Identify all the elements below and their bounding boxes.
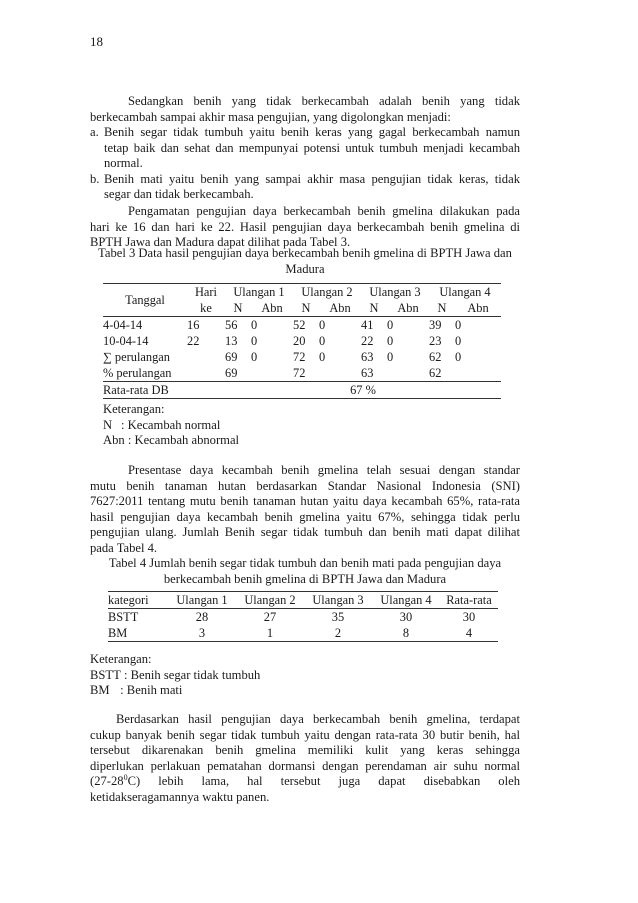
header-ulangan-3: Ulangan 3 <box>312 593 364 607</box>
cell: 3 <box>198 626 206 640</box>
cell: 72 <box>293 366 306 380</box>
cell-hari <box>187 365 225 382</box>
table-header-row <box>108 592 498 609</box>
header-kategori: kategori <box>108 593 149 607</box>
cell: 0 <box>319 318 326 332</box>
note-item <box>90 668 470 684</box>
header-ulangan-3: Ulangan 3 <box>369 285 421 299</box>
text-line: tersebut dikarenakan benih gmelina memiliki kulit yang keras sehingga <box>90 743 520 758</box>
cell: 69 <box>225 366 238 380</box>
header-ulangan-2: Ulangan 2 <box>244 593 296 607</box>
note-item <box>103 418 483 434</box>
header-ke: ke <box>200 301 212 315</box>
paragraph-3 <box>90 463 520 557</box>
cell: 0 <box>387 350 394 364</box>
header-ulangan-4: Ulangan 4 <box>380 593 432 607</box>
note-key: Abn <box>103 433 125 448</box>
caption-line: Tabel 3 Data hasil pengujian daya berkecambah benih gmelina di BPTH Jawa dan <box>98 246 512 260</box>
cell-hari <box>187 349 225 365</box>
cell: 2 <box>334 626 342 640</box>
list-marker: a. <box>90 125 99 139</box>
table3-notes <box>103 402 483 449</box>
note-sep: : <box>124 433 135 448</box>
text-line: 7627:2011 tentang mutu benih tanaman hutan yaitu daya kecambah 65%, rata-rata <box>90 494 520 509</box>
table-row <box>103 365 501 382</box>
subheader-n: N <box>233 301 243 315</box>
row-label: 4-04-14 <box>103 318 143 332</box>
note-key: N <box>103 417 113 432</box>
temp-superscript: 0 <box>123 773 128 783</box>
rata-rata-value: 67 % <box>350 383 376 397</box>
page-number: 18 <box>90 34 103 49</box>
cell: 63 <box>361 350 374 364</box>
header-ulangan-2: Ulangan 2 <box>301 285 353 299</box>
text-line: cukup banyak benih segar tidak tumbuh yaitu dengan rata-rata 30 butir benih, hal <box>90 727 520 742</box>
cell: 0 <box>251 318 258 332</box>
cell: 0 <box>319 334 326 348</box>
subheader-abn: Abn <box>467 301 489 315</box>
subheader-n: N <box>301 301 311 315</box>
notes-title: Keterangan: <box>90 652 152 666</box>
subheader-abn: Abn <box>261 301 283 315</box>
intro-paragraph <box>90 94 520 125</box>
cell: 27 <box>263 610 277 624</box>
cell: 0 <box>251 334 258 348</box>
temp-text-cont: C) lebih lama, hal tersebut juga dapat disebabkan oleh <box>127 774 520 789</box>
subheader-n: N <box>369 301 379 315</box>
text-line: berkecambah sampai akhir masa pengujian, yang digolongkan menjadi: <box>90 109 451 124</box>
cell: 28 <box>195 610 209 624</box>
cell <box>251 365 293 382</box>
cell: 63 <box>361 366 374 380</box>
cell: 0 <box>387 334 394 348</box>
rata-rata-label: Rata-rata DB <box>103 383 169 397</box>
classification-list <box>90 125 520 203</box>
text-line: hari ke 16 dan hari ke 22. Hasil pengujian daya berkecambah benih gmelina di <box>90 219 520 234</box>
table-row <box>108 625 498 642</box>
notes-title: Keterangan: <box>103 402 165 416</box>
cell: 72 <box>293 350 306 364</box>
note-key: BSTT <box>90 667 121 682</box>
text-line: diperlukan perlakuan pematahan dormansi dengan perendaman air suhu normal <box>90 758 520 773</box>
table-row <box>103 333 501 349</box>
note-key: BM <box>90 683 110 698</box>
table-row <box>103 317 501 334</box>
text-line: pada Tabel 4. <box>90 540 158 555</box>
table3-caption <box>90 246 520 277</box>
note-text: Benih segar tidak tumbuh <box>130 667 261 682</box>
table-row <box>103 349 501 365</box>
temp-text: (27-28 <box>90 774 124 789</box>
header-ulangan-1: Ulangan 1 <box>176 593 228 607</box>
cell-hari: 16 <box>187 318 200 332</box>
cell: 0 <box>251 350 258 364</box>
note-text: Benih mati <box>126 683 183 698</box>
list-marker: b. <box>90 171 100 186</box>
cell: 35 <box>331 610 345 624</box>
text-line: hasil pengujian daya kecambah benih gmelina yaitu 67%, sehingga tidak perlu <box>90 509 520 524</box>
list-item <box>90 172 520 203</box>
note-sep: : <box>120 667 131 682</box>
subheader-n: N <box>437 301 447 315</box>
caption-line: berkecambah benih gmelina di BPTH Jawa dan Madura <box>163 571 447 586</box>
caption-line: Tabel 4 Jumlah benih segar tidak tumbuh dan benih mati pada pengujian daya <box>108 556 502 570</box>
table-header-row <box>103 284 501 301</box>
header-ulangan-1: Ulangan 1 <box>233 285 285 299</box>
text-line: mutu benih tanaman hutan berdasarkan Standar Nasional Indonesia (SNI) <box>90 478 520 493</box>
text-line: segar dan tidak berkecambah. <box>104 187 254 202</box>
paragraph-4 <box>90 712 520 806</box>
cell: 20 <box>293 334 306 348</box>
text-line: Berdasarkan hasil pengujian daya berkecambah benih gmelina, terdapat <box>116 712 520 726</box>
cell: 30 <box>462 610 476 624</box>
cell <box>319 365 361 382</box>
subheader-abn: Abn <box>397 301 419 315</box>
cell: 4 <box>465 626 473 640</box>
text-line: ketidakseragamannya waktu panen. <box>90 789 270 804</box>
text-line: Sedangkan benih yang tidak berkecambah adalah benih yang tidak <box>128 94 520 108</box>
cell: 0 <box>455 318 462 332</box>
row-label: % perulangan <box>103 366 172 380</box>
cell: 8 <box>402 626 410 640</box>
header-hari: Hari <box>194 285 218 299</box>
cell: 39 <box>429 318 442 332</box>
note-sep: : <box>117 683 127 698</box>
text-line: normal. <box>104 156 143 171</box>
cell: 52 <box>293 318 306 332</box>
cell: 41 <box>361 318 374 332</box>
cell: 0 <box>455 334 462 348</box>
note-text: Kecambah abnormal <box>134 433 240 448</box>
subheader-abn: Abn <box>329 301 351 315</box>
cell: 30 <box>399 610 413 624</box>
cell: 62 <box>429 366 442 380</box>
cell: 23 <box>429 334 442 348</box>
note-sep: : <box>121 417 128 432</box>
text-line: pengujian ulang. Jumlah Benih segar tidak tumbuh dan benih mati dapat dilihat <box>90 525 520 540</box>
list-item <box>90 125 520 172</box>
cell: 22 <box>361 334 374 348</box>
table4-notes <box>90 652 470 699</box>
table3 <box>103 283 501 399</box>
text-line: Presentase daya kecambah benih gmelina telah sesuai dengan standar <box>128 463 520 477</box>
header-tanggal: Tanggal <box>103 284 187 317</box>
table4-caption <box>90 556 520 587</box>
text-line: Pengamatan pengujian daya berkecambah benih gmelina dilakukan pada <box>128 204 520 218</box>
caption-line: Madura <box>285 261 325 276</box>
cell: 69 <box>225 350 238 364</box>
cell <box>387 365 429 382</box>
cell: 0 <box>387 318 394 332</box>
cell: 62 <box>429 350 442 364</box>
table-row <box>108 609 498 626</box>
note-text: Kecambah normal <box>127 417 221 432</box>
cell: 1 <box>266 626 274 640</box>
text-line <box>90 774 520 790</box>
note-item <box>103 433 483 449</box>
note-item <box>90 683 470 699</box>
table-summary-row <box>103 382 501 399</box>
text-line: Benih segar tidak tumbuh yaitu benih keras yang gagal berkecambah namun <box>104 125 520 139</box>
header-rata-rata: Rata-rata <box>446 593 492 607</box>
row-label: BSTT <box>108 610 139 624</box>
header-ulangan-4: Ulangan 4 <box>439 285 491 299</box>
cell: 0 <box>455 350 462 364</box>
text-line: tetap baik dan sehat dan mempunyai potensi untuk tumbuh menjadi kecambah <box>104 140 520 155</box>
cell: 13 <box>225 334 238 348</box>
cell-hari: 22 <box>187 334 200 348</box>
paragraph-2 <box>90 204 520 251</box>
cell <box>455 365 501 382</box>
row-label: 10-04-14 <box>103 334 149 348</box>
row-label: ∑ perulangan <box>103 350 170 364</box>
cell: 0 <box>319 350 326 364</box>
cell: 56 <box>225 318 238 332</box>
text-line: Benih mati yaitu benih yang sampai akhir masa pengujian tidak keras, tidak <box>104 171 520 186</box>
row-label: BM <box>108 626 128 640</box>
text-line: BPTH Jawa dan Madura dapat dilihat pada Tabel 3. <box>90 235 351 250</box>
table4 <box>108 591 498 642</box>
